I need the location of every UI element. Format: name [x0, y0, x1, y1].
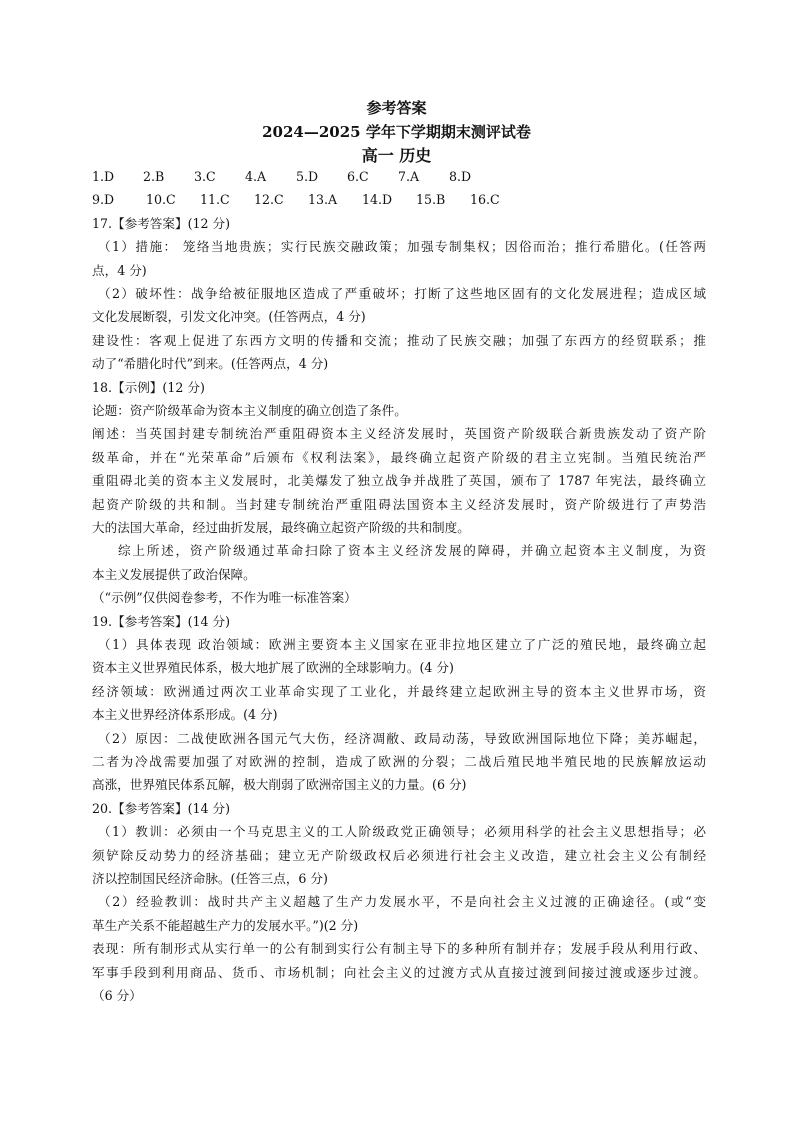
q17-part2-line: 建设性：客观上促进了东西方文明的传播和交流；推动了民族交融；加强了东西方的经贸联系；推: [92, 332, 706, 348]
q20-part1-line: 济以控制国民经济命脉。(任答三点，6 分): [92, 870, 328, 886]
q20-part2-line: 革生产关系不能超越生产力的发展水平。”)(2 分): [92, 917, 359, 933]
mc-answer: 8.D: [449, 169, 472, 184]
q18-essay-line: 阐述：当英国封建专制统治严重阻碍资本主义经济发展时，英国资产阶级联合新贵族发动了资产阶: [92, 426, 706, 442]
mc-answers-row-1: [92, 165, 706, 188]
q20-part2-line: 军事手段到利用商品、货币、市场机制；向社会主义的过渡方式从直接过渡到间接过渡或逐步过渡。: [92, 964, 706, 980]
q17-part1-line: 点，4 分): [92, 262, 147, 278]
q20-part2-line: （2）经验教训：战时共产主义超越了生产力发展水平，不是向社会主义过渡的正确途径。(或“变: [98, 894, 706, 910]
mc-answer: 15.B: [416, 192, 446, 208]
q19-part2-line: 二者为冷战需要加强了对欧洲的控制，造成了欧洲的分裂；二战后殖民地半殖民地的民族解放运动: [92, 753, 706, 769]
q17-part1-line: （1）措施： 笼络当地贵族；实行民族交融政策；加强专制集权；因俗而治；推行希腊化。(任答两: [98, 239, 706, 255]
q18-essay-line: 级革命，并在“光荣革命”后颁布《权利法案》，最终确立起资产阶级的君主立宪制。当殖民统治严: [92, 449, 706, 465]
q18-conclusion-line: 本主义发展提供了政治保障。: [92, 566, 256, 582]
q17-part2-line: 文化发展断裂，引发文化冲突。(任答两点，4 分): [92, 309, 366, 325]
q18-essay-line: 大的法国大革命，经过曲折发展，最终确立起资产阶级的共和制度。: [92, 519, 470, 535]
q19-part1-line: 经济领域：欧洲通过两次工业革命实现了工业化，并最终建立起欧洲主导的资本主义世界市场，资: [92, 683, 706, 699]
mc-answer: 2.B: [143, 169, 165, 184]
mc-answer: 16.C: [470, 192, 500, 208]
mc-answer: 4.A: [245, 169, 267, 184]
answers-body: [92, 165, 706, 1007]
q19-part2-line: 高涨，世界殖民体系瓦解，极大削弱了欧洲帝国主义的力量。(6 分): [92, 777, 467, 793]
mc-answer: 7.A: [398, 169, 420, 184]
q20-part2-line: （6 分）: [92, 987, 142, 1003]
q17-part2-line: （2）破坏性：战争给被征服地区造成了严重破坏；打断了这些地区固有的文化发展进程；造成区域: [98, 286, 706, 302]
q19-heading: 19.【参考答案】(14 分): [92, 613, 231, 629]
q19-part1-line: 资本主义世界殖民体系，极大地扩展了欧洲的全球影响力。(4 分): [92, 660, 454, 676]
mc-answer: 14.D: [362, 192, 393, 208]
exam-title: 2024—2025 学年下学期期末测评试卷: [262, 123, 531, 141]
q20-heading: 20.【参考答案】(14 分): [92, 800, 231, 816]
q18-conclusion-line: 综上所述，资产阶级通过革命扫除了资本主义经济发展的障碍，并确立起资本主义制度，为资: [118, 543, 706, 559]
q18-essay-line: 重阻碍北美的资本主义发展时，北美爆发了独立战争并战胜了英国，颁布了 1787 年宪法，最终确立: [92, 473, 706, 489]
mc-answer: 1.D: [92, 169, 115, 184]
q17-part2-line: 动了“希腊化时代”到来。(任答两点，4 分): [92, 356, 329, 372]
mc-answer: 9.D: [92, 192, 115, 208]
mc-answer: 5.D: [296, 169, 319, 184]
q18-heading: 18.【示例】(12 分): [92, 379, 205, 395]
mc-answer: 11.C: [200, 192, 230, 208]
subject-title: 高一 历史: [361, 146, 432, 165]
q17-heading: 17.【参考答案】(12 分): [92, 215, 231, 231]
q18-essay-line: 起资产阶级的共和制。当封建专制统治严重阻碍法国资本主义经济发展时，资产阶级进行了声势浩: [92, 496, 706, 512]
mc-answer: 12.C: [254, 192, 284, 208]
answer-key-title: 参考答案: [366, 99, 427, 117]
mc-answer: 6.C: [347, 169, 369, 184]
q20-part1-line: 须铲除反动势力的经济基础；建立无产阶级政权后必须进行社会主义改造，建立社会主义公有制经: [92, 847, 706, 863]
title-block: [0, 96, 793, 168]
mc-answer: 3.C: [194, 169, 216, 184]
mc-answer: 13.A: [308, 192, 338, 208]
q18-note: （“示例”仅供阅卷参考，不作为唯一标准答案）: [92, 590, 357, 606]
q19-part1-line: 本主义世界经济体系形成。(4 分): [92, 707, 278, 723]
q19-part1-line: （1）具体表现 政治领域：欧洲主要资本主义国家在亚非拉地区建立了广泛的殖民地，最终确立起: [98, 637, 706, 652]
q20-part2-line: 表现：所有制形式从实行单一的公有制到实行公有制主导下的多种所有制并存；发展手段从利用行政、: [92, 941, 706, 957]
q18-thesis: 论题：资产阶级革命为资本主义制度的确立创造了条件。: [92, 403, 407, 419]
mc-answer: 10.C: [146, 192, 176, 208]
q20-part1-line: （1）教训：必须由一个马克思主义的工人阶级政党正确领导；必须用科学的社会主义思想指导；必: [98, 824, 706, 840]
q19-part2-line: （2）原因：二战使欧洲各国元气大伤，经济凋敝、政局动荡，导致欧洲国际地位下降；美苏崛起，: [98, 730, 706, 746]
mc-answers-row-2: [92, 188, 706, 211]
